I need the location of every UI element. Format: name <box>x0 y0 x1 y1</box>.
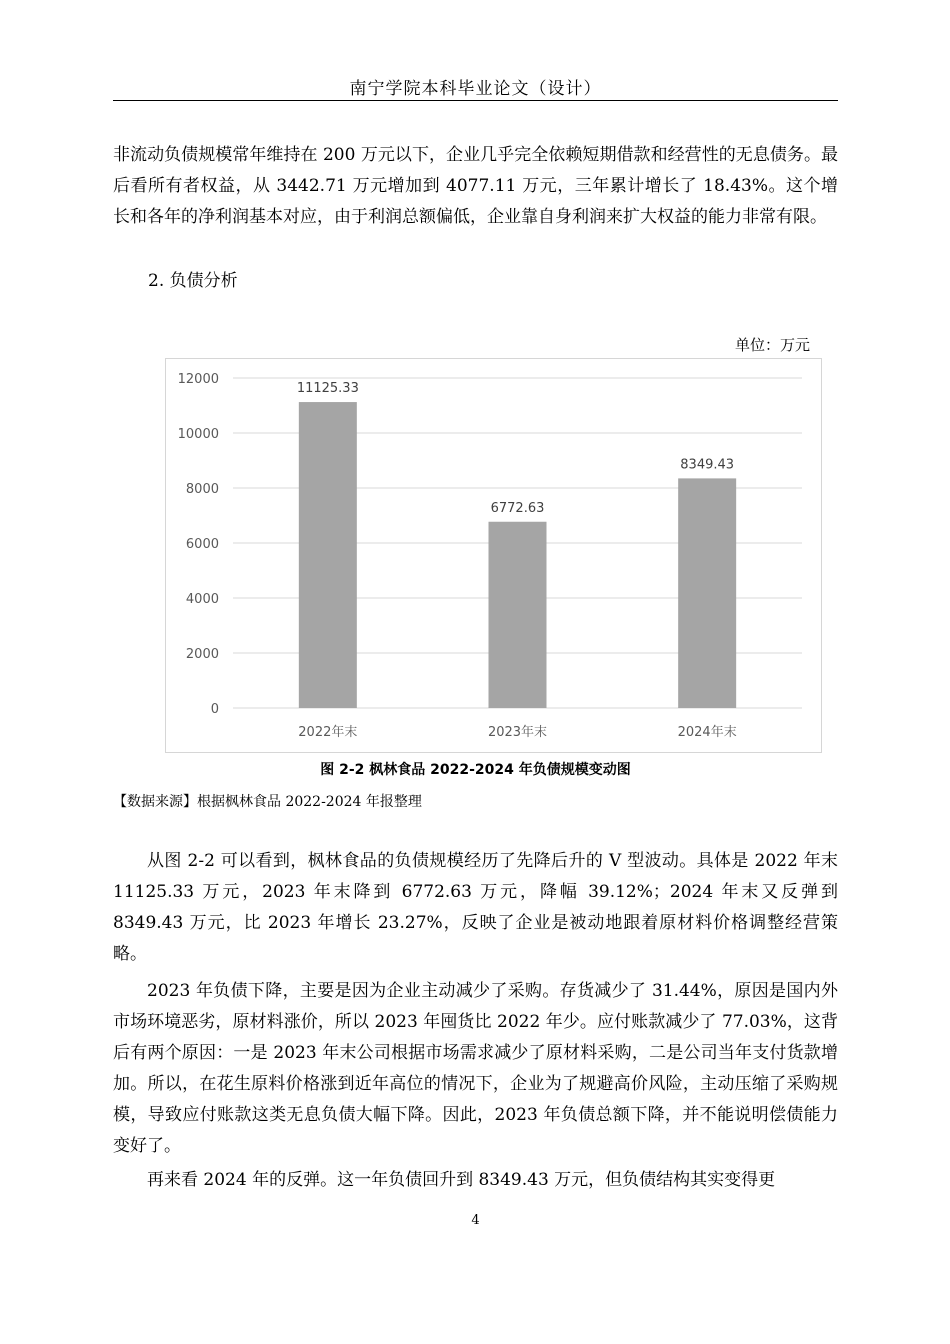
y-tick-label: 12000 <box>177 372 219 387</box>
chart-unit-label: 单位：万元 <box>735 336 811 354</box>
page-header-title: 南宁学院本科毕业论文（设计） <box>349 79 602 99</box>
figure-caption: 图 2-2 枫林食品 2022-2024 年负债规模变动图 <box>320 762 631 778</box>
y-tick-label: 0 <box>210 702 219 717</box>
body-paragraph-3: 再来看 2024 年的反弹。这一年负债回升到 8349.43 万元，但负债结构其实变得更 <box>147 1170 776 1190</box>
y-tick-label: 10000 <box>177 427 219 442</box>
body-paragraph-2: 2023 年负债下降，主要是因为企业主动减少了采购。存货减少了 31.44%，原因是国内外市场环境恶劣，原材料涨价，所以 2023 年囤货比 2022 年少。应付账款减少了 77.03%，这背后有两个原因：一是 2023 年末公司根据市场需求减少了原材料采购，二是公司当年支付货款增加。所以，在花生原料价格涨到近年高位的情况下，企业为了规避高价风险，主动压缩了采购规模，导致应付账款这类无息负债大幅下降。因此，2023 年负债总额下降，并不能说明偿债能力变好了。 <box>113 981 838 1156</box>
x-tick-label: 2022年末 <box>298 725 358 740</box>
bar-chart <box>165 358 822 753</box>
data-label: 6772.63 <box>490 500 545 516</box>
x-tick-label: 2023年末 <box>487 725 548 740</box>
data-label: 8349.43 <box>680 457 735 473</box>
bar <box>489 522 547 708</box>
intro-paragraph: 非流动负债规模常年维持在 200 万元以下，企业几乎完全依赖短期借款和经营性的无息债务。最后看所有者权益，从 3442.71 万元增加到 4077.11 万元，三年累计增长了 18.43%。这个增长和各年的净利润基本对应，由于利润总额偏低，企业靠自身利润来扩大权益的能力非常有限。 <box>113 145 838 227</box>
header-divider <box>113 100 838 101</box>
bar <box>678 478 736 708</box>
data-source-note: 【数据来源】根据枫林食品 2022-2024 年报整理 <box>113 794 422 810</box>
bar <box>299 402 357 708</box>
data-label: 11125.33 <box>296 381 359 397</box>
y-tick-label: 6000 <box>185 537 219 552</box>
y-tick-label: 4000 <box>185 592 219 607</box>
y-tick-label: 2000 <box>185 647 219 662</box>
body-paragraph-1: 从图 2-2 可以看到，枫林食品的负债规模经历了先降后升的 V 型波动。具体是 2022 年末 11125.33 万元，2023 年末降到 6772.63 万元，降幅 39.12%；2024 年末又反弹到 8349.43 万元，比 2023 年增长 23.27%，反映了企业是被动地跟着原材料价格调整经营策略。 <box>113 851 838 964</box>
section-heading: 2. 负债分析 <box>148 271 238 291</box>
y-tick-label: 8000 <box>185 482 219 497</box>
page-number: 4 <box>471 1213 480 1228</box>
x-tick-label: 2024年末 <box>677 725 737 740</box>
